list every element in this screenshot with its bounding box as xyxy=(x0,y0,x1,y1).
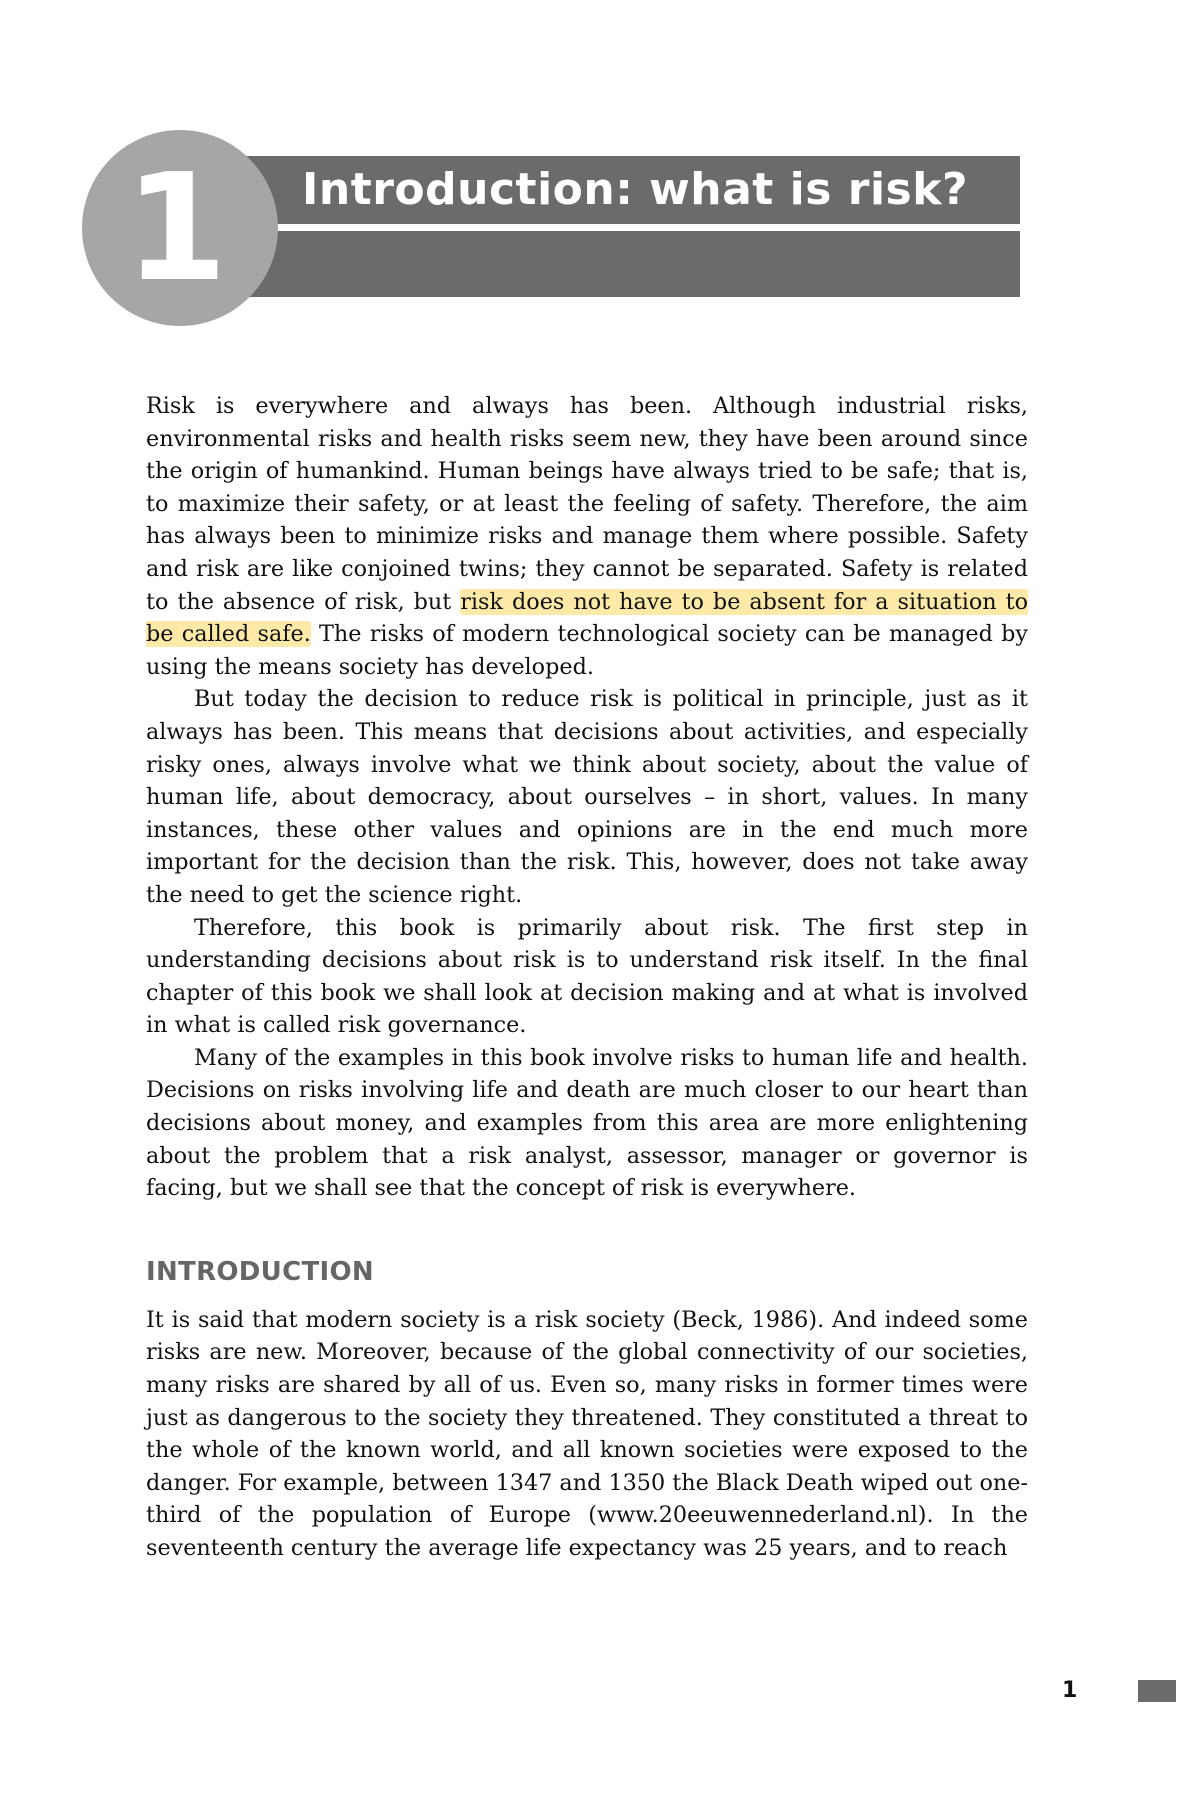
section-heading: INTRODUCTION xyxy=(146,1256,374,1287)
paragraph: But today the decision to reduce risk is political in principle, just as it always has been. This means that decisions about activities, and especially risky ones, always involve what we think about society, about the value of human life, about democracy, about ourselves – in short, values. In many instances, these other values and opinions are in the end much more important for the decision than the risk. This, however, does not take away the need to get the science right. xyxy=(146,686,1028,908)
chapter-number: 1 xyxy=(124,142,228,314)
paragraph-text: Risk is everywhere and always has been. Although industrial risks, environmental risks and health risks seem new, they have been around since the origin of humankind. Human beings have always tried to be safe; that is, to maximize their safety, or at least the feeling of safety. Therefore, the aim has always been to minimize risks and manage them where possible. Safety and risk are like conjoined twins; they cannot be separated. Safety is related to the absence of risk, but xyxy=(146,393,1028,615)
paragraph: Many of the examples in this book involve risks to human life and health. Decisions on risks involving life and death are much closer to our heart than decisions about money, and examples from this area are more enlightening about the problem that a risk analyst, assessor, manager or governor is facing, but we shall see that the concept of risk is everywhere. xyxy=(146,1044,1028,1202)
paragraph-text: The risks of modern technological society can be managed by using the means society has developed. xyxy=(146,621,1028,680)
page-corner-tab xyxy=(1138,1680,1176,1702)
highlighted-text[interactable]: risk does not have to be absent for a situation to be called safe. xyxy=(146,588,1028,648)
chapter-header xyxy=(0,0,1200,340)
paragraph: It is said that modern society is a risk society (Beck, 1986). And indeed some risks are new. Moreover, because of the global connectivity of our societies, many risks are shared by all of us. Even so, many risks in former times were just as dangerous to the society they threatened. They constituted a threat to the whole of the known world, and all known societies were exposed to the danger. For example, between 1347 and 1350 the Black Death wiped out one-third of the population of Europe (www.20eeuwennederland.nl). In the seventeenth century the average life expectancy was 25 years, and to reach xyxy=(146,1306,1028,1561)
chapter-title-bar-lower xyxy=(220,231,1020,297)
chapter-number-circle xyxy=(82,130,278,326)
paragraph: Therefore, this book is primarily about risk. The first step in understanding decisions about risk is to understand risk itself. In the final chapter of this book we shall look at decision making and at what is involved in what is called risk governance. xyxy=(146,914,1028,1039)
paragraph xyxy=(146,390,1028,683)
chapter-title: Introduction: what is risk? xyxy=(302,164,969,215)
page-number: 1 xyxy=(1062,1678,1078,1703)
body-text xyxy=(146,390,1028,1565)
